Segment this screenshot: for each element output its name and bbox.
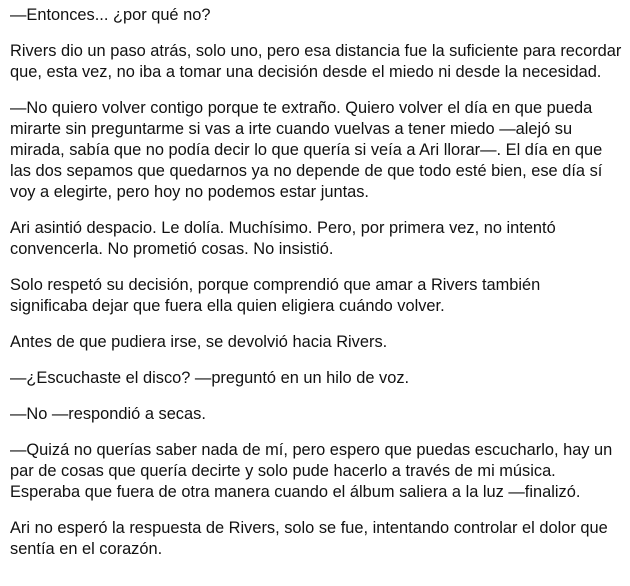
paragraph-4: Ari asintió despacio. Le dolía. Muchísimo. Pero, por primera vez, no intentó convencerla. No prometió cosas. No insistió.	[10, 219, 556, 258]
paragraph-7: —¿Escuchaste el disco? —preguntó en un hilo de voz.	[10, 369, 410, 387]
paragraph-6: Antes de que pudiera irse, se devolvió hacia Rivers.	[10, 333, 388, 351]
paragraph-9: —Quizá no querías saber nada de mí, pero espero que puedas escucharlo, hay un par de cosas que quería decirte y solo pude hacerlo a través de mi música. Esperaba que fuera de otra manera cuando el álbum saliera a la luz —finalizó.	[10, 441, 613, 501]
paragraph-1: —Entonces... ¿por qué no?	[10, 6, 211, 24]
paragraph-8: —No —respondió a secas.	[10, 405, 206, 423]
paragraph-3: —No quiero volver contigo porque te extraño. Quiero volver el día en que pueda mirarte sin preguntarme si vas a irte cuando vuelvas a tener miedo —alejó su mirada, sabía que no podía decir lo que quería si veía a Ari llorar—. El día en que las dos sepamos que quedarnos ya no depende de que todo esté bien, ese día sí voy a elegirte, pero hoy no podemos estar juntas.	[10, 99, 603, 201]
paragraph-10: Ari no esperó la respuesta de Rivers, solo se fue, intentando controlar el dolor que sentía en el corazón.	[10, 519, 608, 558]
paragraph-5: Solo respetó su decisión, porque comprendió que amar a Rivers también significaba dejar que fuera ella quien eligiera cuándo volver.	[10, 276, 541, 315]
document-body	[10, 5, 622, 575]
paragraph-2: Rivers dio un paso atrás, solo uno, pero esa distancia fue la suficiente para recordar que, esta vez, no iba a tomar una decisión desde el miedo ni desde la necesidad.	[10, 42, 622, 81]
